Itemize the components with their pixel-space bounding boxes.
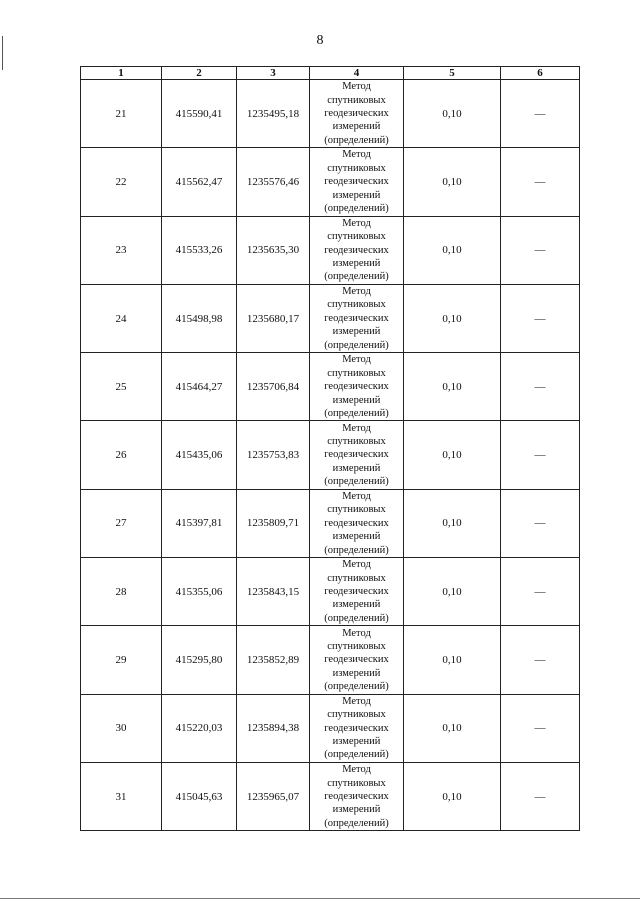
accuracy-cell: 0,10 [404,353,501,421]
method-cell [310,626,404,694]
method-line: спутниковых [327,162,386,174]
y-coordinate-cell: 1235809,71 [237,489,310,557]
method-line: Метод [342,81,371,93]
method-cell [310,421,404,489]
method-cell [310,216,404,284]
accuracy-cell: 0,10 [404,284,501,352]
note-cell: — [501,694,580,762]
method-line: Метод [342,217,371,229]
table-row [81,626,580,694]
x-coordinate-cell: 415220,03 [162,694,237,762]
method-line: Метод [342,490,371,502]
note-cell: — [501,80,580,148]
table-row [81,148,580,216]
method-cell [310,148,404,216]
method-line: Метод [342,149,371,161]
coordinates-table [80,66,580,831]
note-cell: — [501,762,580,830]
method-line: спутниковых [327,777,386,789]
note-cell: — [501,489,580,557]
note-cell: — [501,421,580,489]
method-line: измерений [332,804,381,816]
method-line: Метод [342,764,371,776]
note-cell: — [501,284,580,352]
method-line: геодезических [324,654,389,666]
point-number-cell: 24 [81,284,162,352]
method-line: геодезических [324,244,389,256]
x-coordinate-cell: 415464,27 [162,353,237,421]
method-line: спутниковых [327,572,386,584]
method-cell [310,694,404,762]
method-line: спутниковых [327,709,386,721]
method-line: спутниковых [327,504,386,516]
point-number-cell: 23 [81,216,162,284]
x-coordinate-cell: 415562,47 [162,148,237,216]
x-coordinate-cell: 415397,81 [162,489,237,557]
method-line: (определений) [324,476,389,488]
point-number-cell: 22 [81,148,162,216]
point-number-cell: 30 [81,694,162,762]
method-line: измерений [332,599,381,611]
method-line: спутниковых [327,436,386,448]
method-line: (определений) [324,681,389,693]
method-line: (определений) [324,271,389,283]
table-row [81,489,580,557]
y-coordinate-cell: 1235635,30 [237,216,310,284]
method-line: геодезических [324,449,389,461]
table-row [81,216,580,284]
note-cell: — [501,626,580,694]
y-coordinate-cell: 1235852,89 [237,626,310,694]
method-line: спутниковых [327,299,386,311]
point-number-cell: 25 [81,353,162,421]
method-line: Метод [342,627,371,639]
method-line: измерений [332,667,381,679]
header-cell-4: 4 [310,67,404,80]
method-line: (определений) [324,749,389,761]
x-coordinate-cell: 415533,26 [162,216,237,284]
y-coordinate-cell: 1235495,18 [237,80,310,148]
method-line: (определений) [324,203,389,215]
method-line: Метод [342,422,371,434]
method-line: (определений) [324,407,389,419]
method-line: геодезических [324,381,389,393]
point-number-cell: 31 [81,762,162,830]
method-line: Метод [342,286,371,298]
table-row [81,80,580,148]
accuracy-cell: 0,10 [404,148,501,216]
method-line: Метод [342,695,371,707]
accuracy-cell: 0,10 [404,216,501,284]
y-coordinate-cell: 1235965,07 [237,762,310,830]
point-number-cell: 21 [81,80,162,148]
method-line: спутниковых [327,94,386,106]
accuracy-cell: 0,10 [404,694,501,762]
method-line: измерений [332,736,381,748]
method-line: спутниковых [327,231,386,243]
y-coordinate-cell: 1235576,46 [237,148,310,216]
method-line: измерений [332,326,381,338]
method-line: (определений) [324,339,389,351]
method-line: измерений [332,394,381,406]
table-row [81,694,580,762]
method-cell [310,284,404,352]
header-cell-3: 3 [237,67,310,80]
note-cell: — [501,216,580,284]
method-line: спутниковых [327,640,386,652]
method-line: (определений) [324,134,389,146]
method-line: измерений [332,189,381,201]
accuracy-cell: 0,10 [404,489,501,557]
method-line: Метод [342,559,371,571]
method-cell [310,489,404,557]
accuracy-cell: 0,10 [404,80,501,148]
accuracy-cell: 0,10 [404,421,501,489]
point-number-cell: 28 [81,558,162,626]
point-number-cell: 27 [81,489,162,557]
method-line: геодезических [324,722,389,734]
accuracy-cell: 0,10 [404,762,501,830]
x-coordinate-cell: 415045,63 [162,762,237,830]
method-line: (определений) [324,544,389,556]
method-line: геодезических [324,312,389,324]
x-coordinate-cell: 415498,98 [162,284,237,352]
point-number-cell: 29 [81,626,162,694]
header-cell-2: 2 [162,67,237,80]
note-cell: — [501,148,580,216]
method-line: геодезических [324,517,389,529]
x-coordinate-cell: 415355,06 [162,558,237,626]
table-row [81,762,580,830]
header-cell-6: 6 [501,67,580,80]
x-coordinate-cell: 415435,06 [162,421,237,489]
table-row [81,353,580,421]
method-cell [310,353,404,421]
table-row [81,558,580,626]
y-coordinate-cell: 1235753,83 [237,421,310,489]
method-line: геодезических [324,790,389,802]
header-row [81,67,580,80]
y-coordinate-cell: 1235843,15 [237,558,310,626]
method-cell [310,80,404,148]
note-cell: — [501,353,580,421]
header-cell-5: 5 [404,67,501,80]
y-coordinate-cell: 1235706,84 [237,353,310,421]
accuracy-cell: 0,10 [404,558,501,626]
method-line: спутниковых [327,367,386,379]
method-line: измерений [332,531,381,543]
method-cell [310,762,404,830]
method-line: (определений) [324,817,389,829]
method-line: геодезических [324,107,389,119]
table-row [81,284,580,352]
method-line: измерений [332,462,381,474]
x-coordinate-cell: 415590,41 [162,80,237,148]
y-coordinate-cell: 1235894,38 [237,694,310,762]
table-row [81,421,580,489]
note-cell: — [501,558,580,626]
method-line: геодезических [324,176,389,188]
method-line: Метод [342,354,371,366]
header-cell-1: 1 [81,67,162,80]
method-line: (определений) [324,612,389,624]
method-line: измерений [332,121,381,133]
page-number: 8 [316,33,324,48]
point-number-cell: 26 [81,421,162,489]
table-header [81,67,580,80]
method-line: геодезических [324,586,389,598]
method-line: измерений [332,257,381,269]
table-body [81,80,580,831]
method-cell [310,558,404,626]
page-bottom-edge [0,898,640,899]
accuracy-cell: 0,10 [404,626,501,694]
y-coordinate-cell: 1235680,17 [237,284,310,352]
x-coordinate-cell: 415295,80 [162,626,237,694]
